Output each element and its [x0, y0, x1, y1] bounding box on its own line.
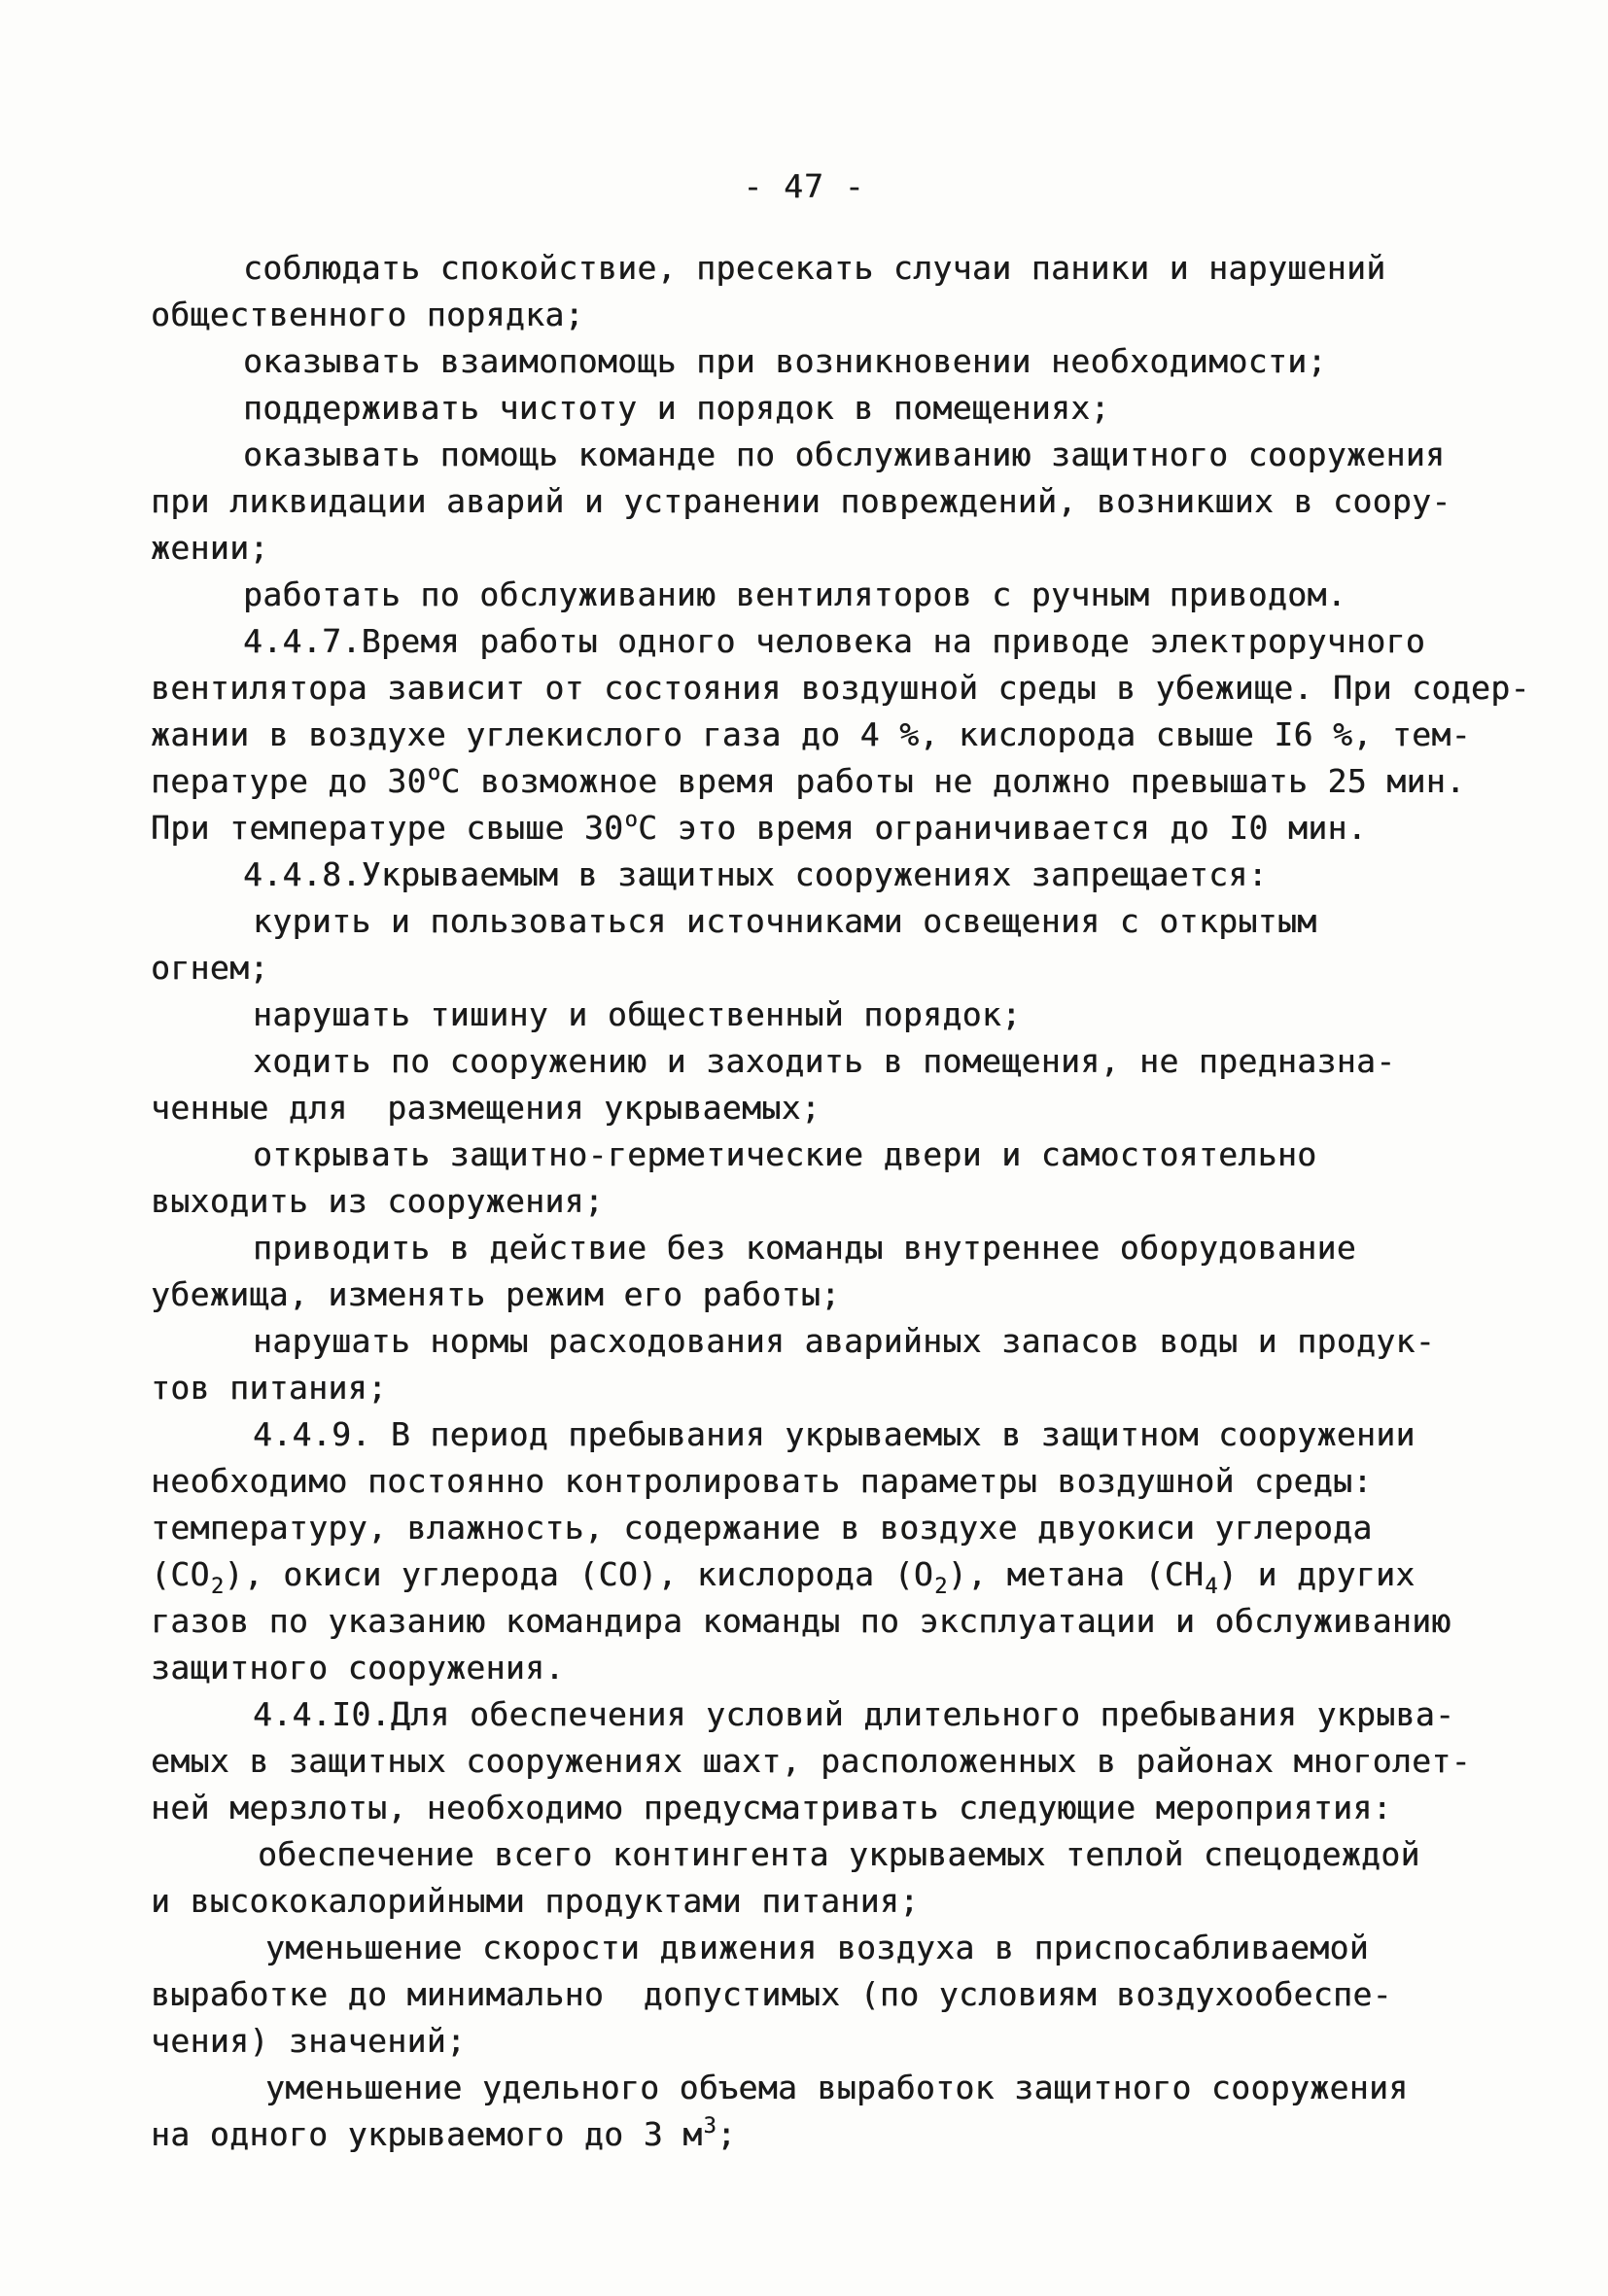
text-segment: (CO: [151, 1555, 210, 1593]
text-line: работать по обслуживанию вентиляторов с ручным приводом.: [243, 575, 1346, 613]
text-segment: При температуре свыше 30: [151, 809, 624, 847]
text-line: нарушать тишину и общественный порядок;: [253, 995, 1022, 1033]
text-line: температуру, влажность, содержание в воздухе двуокиси углерода: [151, 1509, 1373, 1547]
text-line: соблюдать спокойствие, пресекать случаи паники и нарушений: [243, 249, 1386, 287]
text-line: емых в защитных сооружениях шахт, расположенных в районах многолет-: [151, 1742, 1471, 1780]
text-line: при ликвидации аварий и устранении повреждений, возникших в соору-: [151, 482, 1451, 520]
text-line: ходить по сооружению и заходить в помещения, не предназна-: [253, 1042, 1396, 1080]
section-4-4-10-line: 4.4.I0.Для обеспечения условий длительного пребывания укрыва-: [253, 1695, 1455, 1733]
subscript: 4: [1205, 1575, 1218, 1599]
text-line: выходить из сооружения;: [151, 1182, 605, 1220]
text-line: вентилятора зависит от состояния воздушной среды в убежище. При содер-: [151, 669, 1530, 707]
subscript: 2: [934, 1575, 948, 1599]
text-line: приводить в действие без команды внутреннее оборудование: [253, 1229, 1356, 1267]
subscript: 2: [210, 1575, 225, 1599]
text-line: [151, 758, 1512, 805]
text-line: тов питания;: [151, 1369, 388, 1407]
text-line: защитного сооружения.: [151, 1649, 565, 1687]
degree-superscript: о: [427, 761, 441, 785]
text-line: оказывать взаимопомощь при возникновении необходимости;: [243, 342, 1327, 380]
degree-superscript: о: [624, 808, 639, 832]
text-line: [151, 805, 1512, 852]
text-line: необходимо постоянно контролировать параметры воздушной среды:: [151, 1462, 1373, 1500]
text-line: ченные для размещения укрываемых;: [151, 1089, 821, 1127]
text-line: уменьшение удельного объема выработок защитного сооружения: [265, 2069, 1409, 2106]
text-line: поддерживать чистоту и порядок в помещениях;: [243, 389, 1110, 427]
text-line: [151, 1551, 1512, 1598]
document-body: [151, 245, 1530, 2158]
text-line: обеспечение всего контингента укрываемых теплой спецодеждой: [258, 1835, 1420, 1873]
text-line: и высококалорийными продуктами питания;: [151, 1882, 920, 1920]
text-segment: С возможное время работы не должно превышать 25 мин.: [440, 762, 1466, 800]
text-line: убежища, изменять режим его работы;: [151, 1275, 841, 1313]
text-line: уменьшение скорости движения воздуха в приспосабливаемой: [265, 1929, 1369, 1966]
text-line: огнем;: [151, 949, 269, 987]
text-line: открывать защитно-герметические двери и самостоятельно: [253, 1135, 1317, 1173]
text-line: [151, 2111, 1512, 2158]
text-line: жении;: [151, 529, 269, 567]
text-line: общественного порядка;: [151, 296, 584, 333]
text-segment: ), метана (CH: [947, 1555, 1205, 1593]
page-number: - 47 -: [743, 167, 865, 205]
text-segment: на одного укрываемого до 3 м: [151, 2115, 703, 2153]
text-segment: ) и других: [1217, 1555, 1416, 1593]
text-line: курить и пользоваться источниками освещения с открытым: [253, 902, 1317, 940]
cubic-superscript: 3: [703, 2114, 717, 2139]
section-4-4-7-line: 4.4.7.Время работы одного человека на приводе электроручного: [243, 622, 1426, 660]
text-line: ней мерзлоты, необходимо предусматривать следующие мероприятия:: [151, 1789, 1392, 1826]
text-line: жании в воздухе углекислого газа до 4 %, кислорода свыше I6 %, тем-: [151, 715, 1471, 753]
text-line: выработке до минимально допустимых (по условиям воздухообеспе-: [151, 1975, 1392, 2013]
text-line: газов по указанию командира команды по эксплуатации и обслуживанию: [151, 1602, 1451, 1640]
text-segment: пературе до 30: [151, 762, 427, 800]
text-segment: ;: [717, 2115, 737, 2153]
text-segment: ), окиси углерода (CO), кислорода (O: [224, 1555, 934, 1593]
text-segment: С это время ограничивается до I0 мин.: [638, 809, 1367, 847]
section-4-4-8-line: 4.4.8.Укрываемым в защитных сооружениях запрещается:: [243, 855, 1268, 893]
section-4-4-9-line: 4.4.9. В период пребывания укрываемых в защитном сооружении: [253, 1415, 1416, 1453]
text-line: чения) значений;: [151, 2022, 467, 2060]
text-line: оказывать помощь команде по обслуживанию защитного сооружения: [243, 435, 1446, 473]
text-line: нарушать нормы расходования аварийных запасов воды и продук-: [253, 1322, 1436, 1360]
